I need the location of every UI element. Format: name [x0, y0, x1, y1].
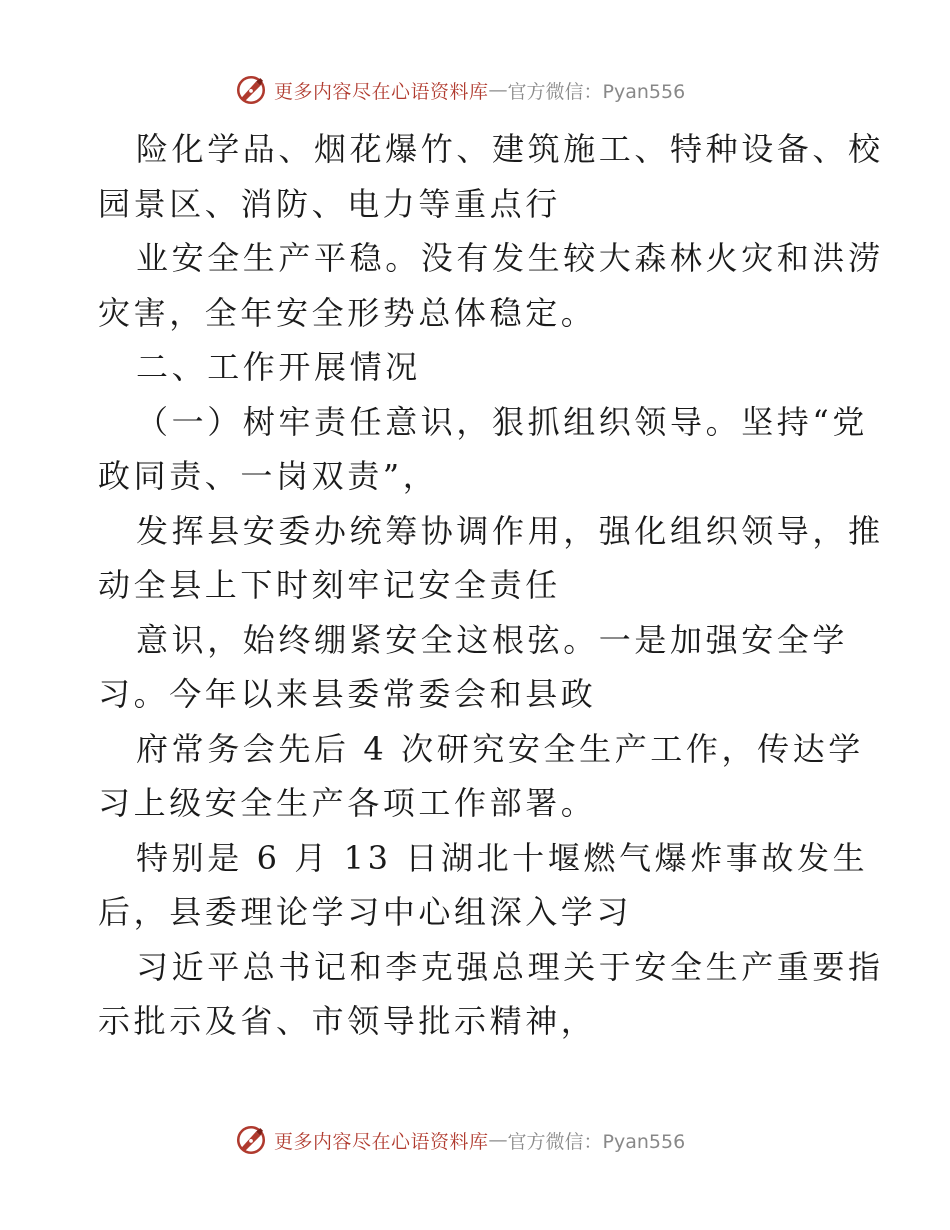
paragraph-line: 发挥县安委办统筹协调作用，强化组织领导，推 [136, 511, 884, 550]
watermark-wechat: 官方微信：Pyan556 [507, 80, 686, 103]
paragraph-line: 习上级安全生产各项工作部署。 [98, 784, 597, 822]
paragraph-line: 示批示及省、市领导批示精神， [98, 1002, 597, 1040]
paragraph-line: 特别是 6 月 13 日湖北十堰燃气爆炸事故发生 [136, 838, 869, 877]
paragraph-line: 园景区、消防、电力等重点行 [98, 184, 561, 223]
paragraph-line: 政同责、一岗双责”， [98, 457, 439, 495]
pen-nib-logo-icon [234, 73, 268, 107]
paragraph-line: 习近平总书记和李克强总理关于安全生产重要指 [136, 947, 884, 986]
document-body [98, 122, 884, 1049]
paragraph-line: 灾害，全年安全形势总体稳定。 [98, 293, 597, 332]
watermark-separator: — [488, 79, 508, 101]
paragraph-line: 习。今年以来县委常委会和县政 [98, 675, 597, 713]
paragraph-line: 意识，始终绷紧安全这根弦。一是加强安全学 [136, 620, 849, 659]
watermark-title: 更多内容尽在心语资料库 [274, 80, 489, 103]
section-heading: 二、工作开展情况 [136, 348, 421, 386]
watermark-separator: — [488, 1129, 508, 1151]
footer-watermark [234, 1120, 685, 1160]
paragraph-line: （一）树牢责任意识，狠抓组织领导。坚持“党 [136, 402, 868, 441]
paragraph-line: 业安全生产平稳。没有发生较大森林火灾和洪涝 [136, 239, 884, 277]
header-watermark [234, 70, 685, 110]
watermark-title: 更多内容尽在心语资料库 [274, 1130, 489, 1153]
paragraph-line: 后，县委理论学习中心组深入学习 [98, 893, 633, 931]
paragraph-line: 动全县上下时刻牢记安全责任 [98, 566, 561, 604]
paragraph-line: 险化学品、烟花爆竹、建筑施工、特种设备、校 [136, 130, 884, 168]
pen-nib-logo-icon [234, 1123, 268, 1157]
watermark-wechat: 官方微信：Pyan556 [507, 1130, 686, 1153]
paragraph-line: 府常务会先后 4 次研究安全生产工作，传达学 [136, 729, 864, 768]
